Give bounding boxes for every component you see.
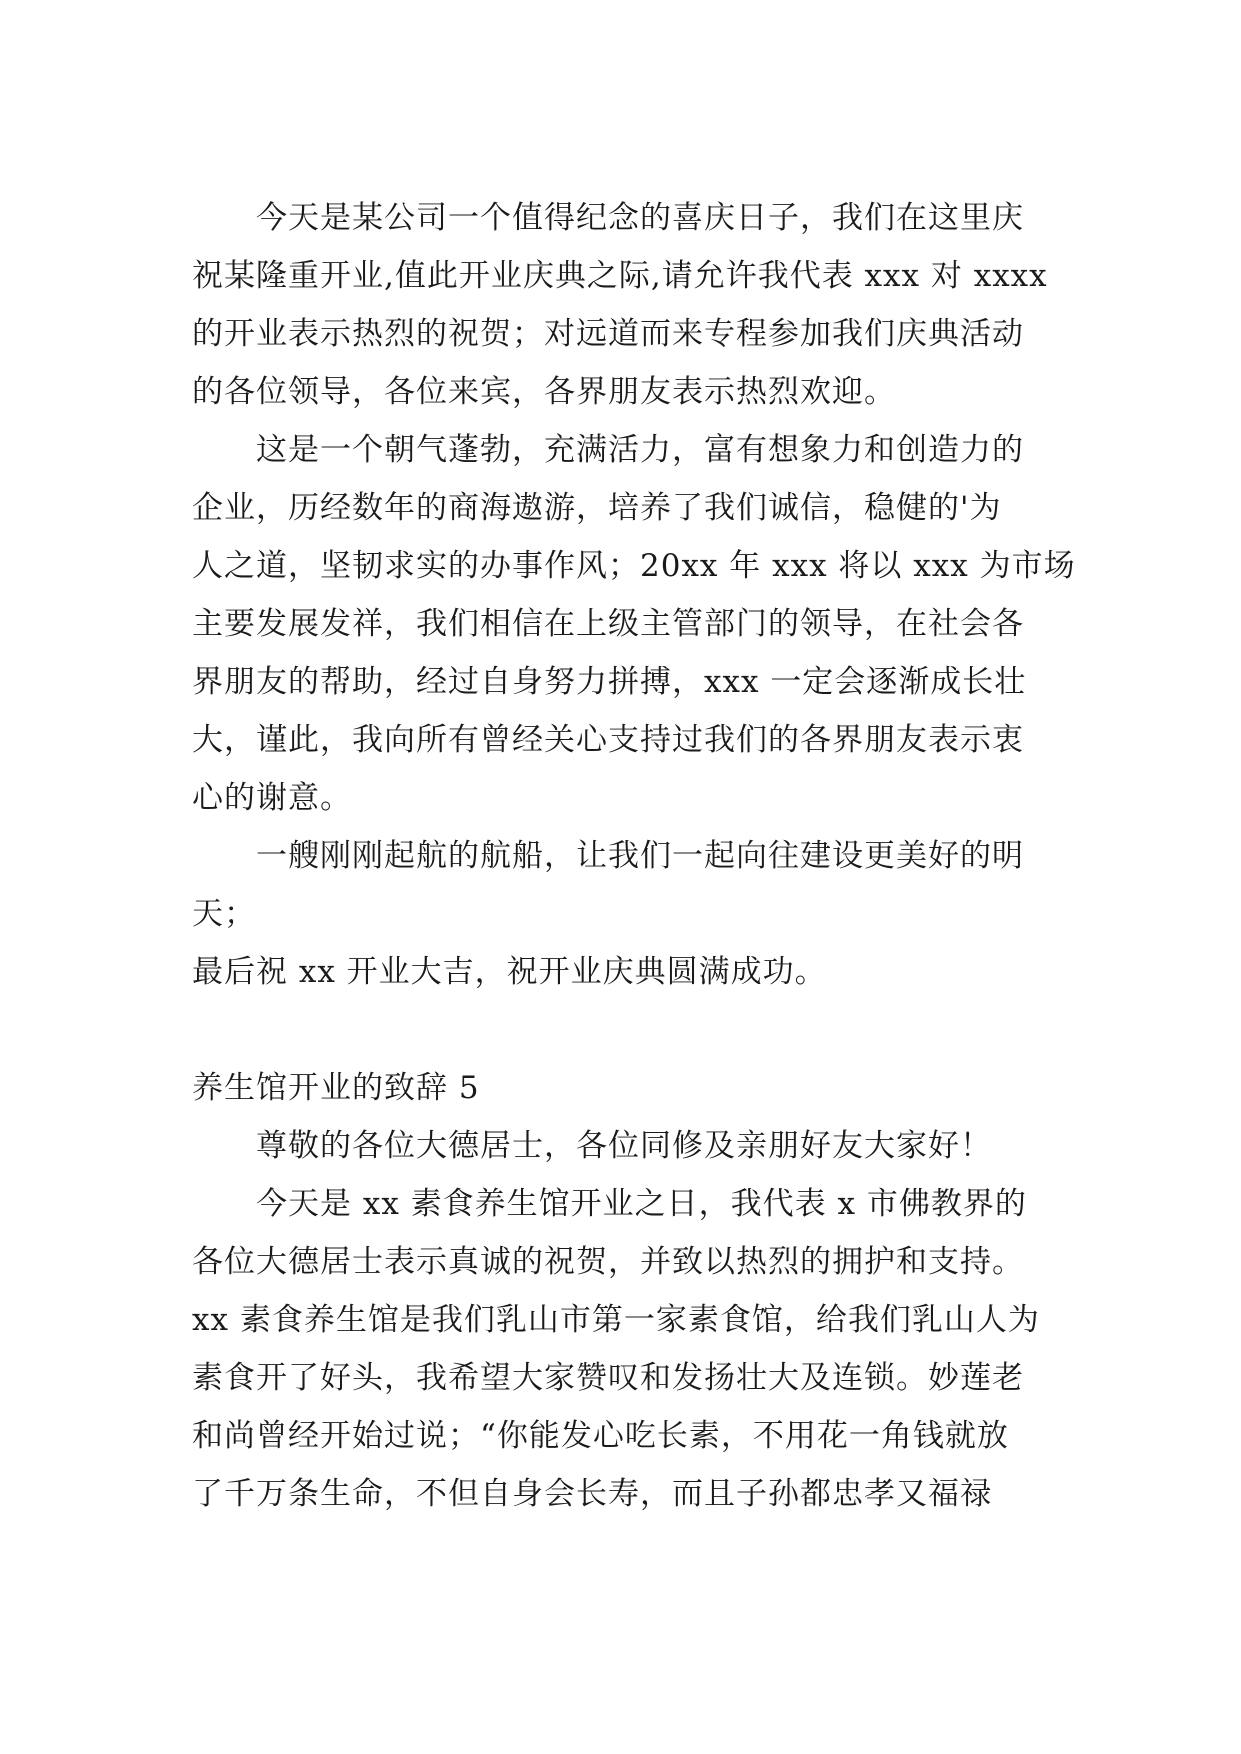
paragraph-2-line-1: 这是一个朝气蓬勃，充满活力，富有想象力和创造力的: [256, 432, 1024, 468]
paragraph-5-line-3: xx 素食养生馆是我们乳山市第一家素食馆，给我们乳山人为: [192, 1302, 1040, 1338]
paragraph-2-line-6: 大，谨此，我向所有曾经关心支持过我们的各界朋友表示衷: [192, 722, 1024, 758]
paragraph-5-line-6: 了千万条生命，不但自身会长寿，而且子孙都忠孝又福禄: [192, 1476, 992, 1512]
paragraph-1-line-1: 今天是某公司一个值得纪念的喜庆日子，我们在这里庆: [256, 200, 1024, 236]
paragraph-2-line-4: 主要发展发祥，我们相信在上级主管部门的领导，在社会各: [192, 606, 1024, 642]
paragraph-1-line-3: 的开业表示热烈的祝贺；对远道而来专程参加我们庆典活动: [192, 316, 1024, 352]
paragraph-3-line-1: 一艘刚刚起航的航船，让我们一起向往建设更美好的明: [256, 838, 1024, 874]
paragraph-5-line-1: 今天是 xx 素食养生馆开业之日，我代表 x 市佛教界的: [256, 1186, 1027, 1222]
paragraph-2-line-7: 心的谢意。: [192, 780, 352, 816]
paragraph-3-line-2: 天；: [192, 896, 256, 932]
paragraph-4-line-1: 最后祝 xx 开业大吉，祝开业庆典圆满成功。: [192, 954, 827, 990]
paragraph-2-line-3: 人之道，坚韧求实的办事作风；20xx 年 xxx 将以 xxx 为市场: [192, 548, 1076, 584]
paragraph-1-line-4: 的各位领导，各位来宾，各界朋友表示热烈欢迎。: [192, 374, 896, 410]
paragraph-5-line-2: 各位大德居士表示真诚的祝贺，并致以热烈的拥护和支持。: [192, 1244, 1024, 1280]
paragraph-5-line-4: 素食开了好头，我希望大家赞叹和发扬壮大及连锁。妙莲老: [192, 1360, 1024, 1396]
paragraph-5-line-5: 和尚曾经开始过说；“你能发心吃长素，不用花一角钱就放: [192, 1418, 1009, 1454]
section-heading: 养生馆开业的致辞 5: [192, 1070, 480, 1106]
paragraph-2-line-2: 企业，历经数年的商海遨游，培养了我们诚信，稳健的'为: [192, 490, 1002, 526]
greeting-line: 尊敬的各位大德居士，各位同修及亲朋好友大家好！: [256, 1128, 992, 1164]
paragraph-2-line-5: 界朋友的帮助，经过自身努力拼搏，xxx 一定会逐渐成长壮: [192, 664, 1027, 700]
paragraph-1-line-2: 祝某隆重开业,值此开业庆典之际,请允许我代表 xxx 对 xxxx: [192, 258, 1048, 294]
